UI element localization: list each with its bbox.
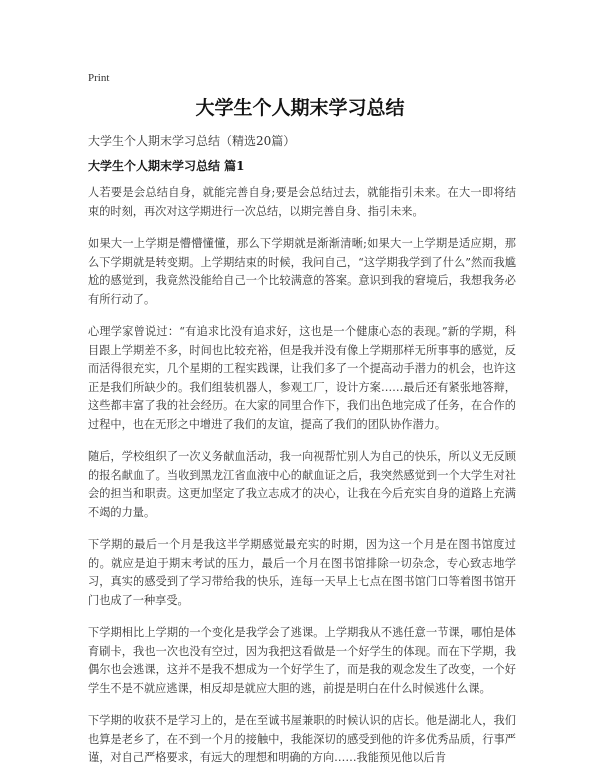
paragraph-3: 心理学家曾说过：“有追求比没有追求好，这也是一个健康心态的表现。”新的学期，科目跟上学期差不多，时间也比较充裕，但是我并没有像上学期那样无所事事的感觉，反而活得很充实，几个星期的工程实践课，让我们多了一个提高动手潜力的机会，也许这正是我们所缺少的。我们组装机器人，参观工厂，设计方案……最后还有紧张地答辩，这些都丰富了我的社会经历。在大家的同里合作下，我们出色地完成了任务，在合作的过程中，也在无形之中增进了我们的友谊，提高了我们的团队协作潜力。 [88, 325, 516, 431]
paragraph-4: 随后，学校组织了一次义务献血活动，我一向视帮忙别人为自己的快乐，所以义无反顾的报名献血了。当收到黑龙江省血液中心的献血证之后，我突然感觉到一个大学生对社会的担当和职责。这更加坚定了我立志成才的决心，让我在今后充实自身的道路上充满不竭的力量。 [88, 450, 516, 519]
paragraph-2: 如果大一上学期是懵懵懂懂，那么下学期就是渐渐清晰;如果大一上学期是适应期，那么下学期就是转变期。上学期结束的时候，我问自己，“这学期我学到了什么”然而我尴尬的感觉到，我竟然没能给自己一个比较满意的答案。意识到我的窘境后，我想我务必有所行动了。 [88, 237, 516, 306]
paragraph-5: 下学期的最后一个月是我这半学期感觉最充实的时期，因为这一个月是在图书馆度过的。就应是迫于期末考试的压力，最后一个月在图书馆排除一切杂念，专心致志地学习，真实的感受到了学习带给我的快乐，连每一天早上七点在图书馆门口等着图书馆开门也成了一种享受。 [88, 538, 516, 607]
document-body [88, 184, 516, 776]
paragraph-7: 下学期的收获不是学习上的，是在至诚书屋兼职的时候认识的店长。他是湖北人，我们也算是老乡了，在不到一个月的接触中，我能深切的感受到他的许多优秀品质，行事严谨，对自己严格要求，有远大的理想和明确的方向……我能预见他以后肯 [88, 714, 516, 764]
paragraph-6: 下学期相比上学期的一个变化是我学会了逃课。上学期我从不逃任意一节课，哪怕是体育刷卡，我也一次也没有空过，因为我把这看做是一个好学生的体现。而在下学期，我偶尔也会逃课，这并不是我不想成为一个好学生了，而是我的观念发生了改变，一个好学生不是不就应逃课，相反却是就应大胆的逃，前提是明白在什么时候逃什么课。 [88, 626, 516, 695]
paragraph-1: 人若要是会总结自身，就能完善自身;要是会总结过去，就能指引未来。在大一即将结束的时刻，再次对这学期进行一次总结，以期完善自身、指引未来。 [88, 186, 516, 218]
document-title: 大学生个人期末学习总结 [195, 97, 405, 119]
section-heading: 大学生个人期末学习总结 篇1 [88, 159, 245, 173]
document-subtitle: 大学生个人期末学习总结（精选20篇） [88, 134, 296, 148]
print-label: Print [88, 72, 110, 84]
